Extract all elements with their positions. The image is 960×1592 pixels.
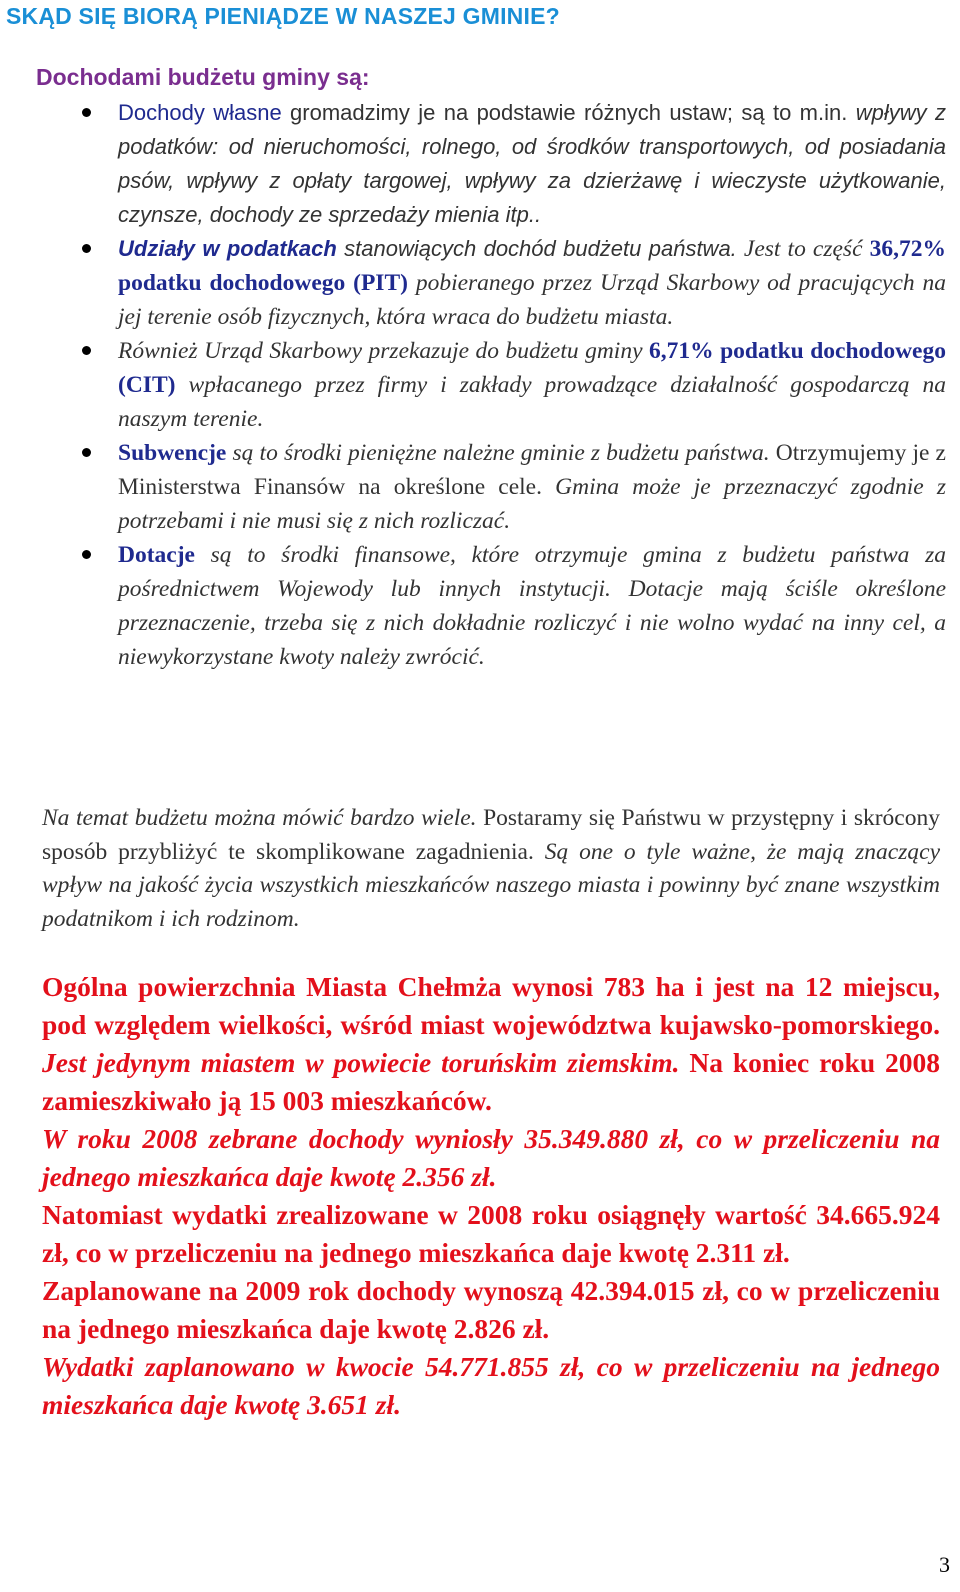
item-paragraph	[118, 96, 946, 232]
page-number: 3	[939, 1552, 950, 1577]
item-text: gromadzimy je na podstawie różnych ustaw; są to m.in.	[281, 100, 856, 125]
item-text: wpływy z podatków: od nieruchomości, rolnego, od środków transportowych, od posiadania psów, wpływy z opłaty targowej, wpływy za dzierżawę i wieczyste użytkowanie, czynsze, dochody ze sprzedaży mienia itp..	[118, 100, 946, 227]
list-item	[0, 436, 960, 538]
fact-text: Na koniec roku 2008 zamieszkiwało ją 15 003 mieszkańców.	[42, 1047, 940, 1116]
item-text: są to środki finansowe, które otrzymuje gmina z budżetu państwa za pośrednictwem Wojewody lub innych instytucji.	[118, 542, 946, 602]
item-paragraph	[118, 436, 946, 538]
item-term: Udziały w podatkach	[118, 236, 337, 261]
body-text: Na temat budżetu można mówić bardzo wiele.	[42, 805, 477, 831]
item-text: wpłacanego przez firmy i zakłady prowadzące działalność gospodarczą na naszym terenie.	[118, 372, 946, 432]
list-item	[0, 334, 960, 436]
item-term: Dotacje	[118, 542, 195, 568]
body-text: Są one o tyle ważne, że mają znaczący wpływ na jakość życia wszystkich mieszkańców naszego miasta i powinny być znane wszystkim podatnikom i ich rodzinom.	[42, 838, 940, 932]
item-text: są to środki pieniężne należne gminie z budżetu państwa.	[226, 440, 770, 466]
item-term: 6,71% podatku dochodowego (CIT)	[118, 338, 946, 398]
facts-paragraph: Wydatki zaplanowano w kwocie 54.771.855 zł, co w przeliczeniu na jednego mieszkańca daje kwotę 3.651 zł.	[42, 1351, 940, 1420]
section-heading: Dochodami budżetu gminy są:	[36, 64, 370, 90]
page-title: SKĄD SIĘ BIORĄ PIENIĄDZE W NASZEJ GMINIE?	[6, 3, 560, 29]
city-facts-block	[42, 968, 940, 1424]
facts-paragraph	[42, 968, 940, 1120]
list-item	[0, 232, 960, 334]
bullet-icon	[82, 346, 91, 355]
item-text: Dotacje mają ściśle określone przeznaczenie, trzeba się z nich dokładnie rozliczyć i nie wolno wydać na inny cel, a niewykorzystane kwoty należy zwrócić.	[118, 576, 946, 670]
list-item	[0, 96, 960, 232]
bullet-icon	[82, 448, 91, 457]
item-paragraph	[118, 334, 946, 436]
facts-paragraph: W roku 2008 zebrane dochody wyniosły 35.349.880 zł, co w przeliczeniu na jednego mieszkańca daje kwotę 2.356 zł.	[42, 1123, 940, 1192]
item-text: Jest to część	[736, 236, 870, 262]
item-text: stanowiących dochód budżetu państwa.	[336, 236, 737, 261]
item-term: Dochody własne	[118, 100, 282, 125]
item-term: 36,72% podatku dochodowego (PIT)	[118, 236, 946, 296]
bullet-icon	[82, 244, 91, 253]
intro-paragraph	[42, 802, 940, 936]
item-text: Otrzymujemy je z Ministerstwa Finansów na określone cele.	[118, 440, 946, 500]
item-paragraph	[118, 538, 946, 674]
bullet-icon	[82, 550, 91, 559]
fact-text: Ogólna powierzchnia Miasta Chełmża wynosi 783 ha i jest na 12 miejscu, pod względem wielkości, wśród miast województwa kujawsko-pomorskiego.	[42, 971, 940, 1040]
income-sources-list	[0, 96, 960, 674]
bullet-icon	[82, 108, 91, 117]
facts-paragraph: Zaplanowane na 2009 rok dochody wynoszą 42.394.015 zł, co w przeliczeniu na jednego mieszkańca daje kwotę 2.826 zł.	[42, 1275, 940, 1344]
body-text: Postaramy się Państwu w przystępny i skrócony sposób przybliżyć te skomplikowane zagadnienia.	[42, 805, 940, 865]
item-text: pobieranego przez Urząd Skarbowy od pracujących na jej terenie osób fizycznych, która wraca do budżetu miasta.	[118, 270, 946, 330]
item-text: Również Urząd Skarbowy przekazuje do budżetu gminy	[118, 338, 649, 364]
list-item	[0, 538, 960, 674]
item-paragraph	[118, 232, 946, 334]
facts-paragraph: Natomiast wydatki zrealizowane w 2008 roku osiągnęły wartość 34.665.924 zł, co w przeliczeniu na jednego mieszkańca daje kwotę 2.311 zł.	[42, 1199, 940, 1268]
item-text: Gmina może je przeznaczyć zgodnie z potrzebami i nie musi się z nich rozliczać.	[118, 474, 947, 534]
item-term: Subwencje	[118, 440, 227, 466]
fact-text: Jest jedynym miastem w powiecie toruńskim ziemskim.	[42, 1047, 680, 1078]
